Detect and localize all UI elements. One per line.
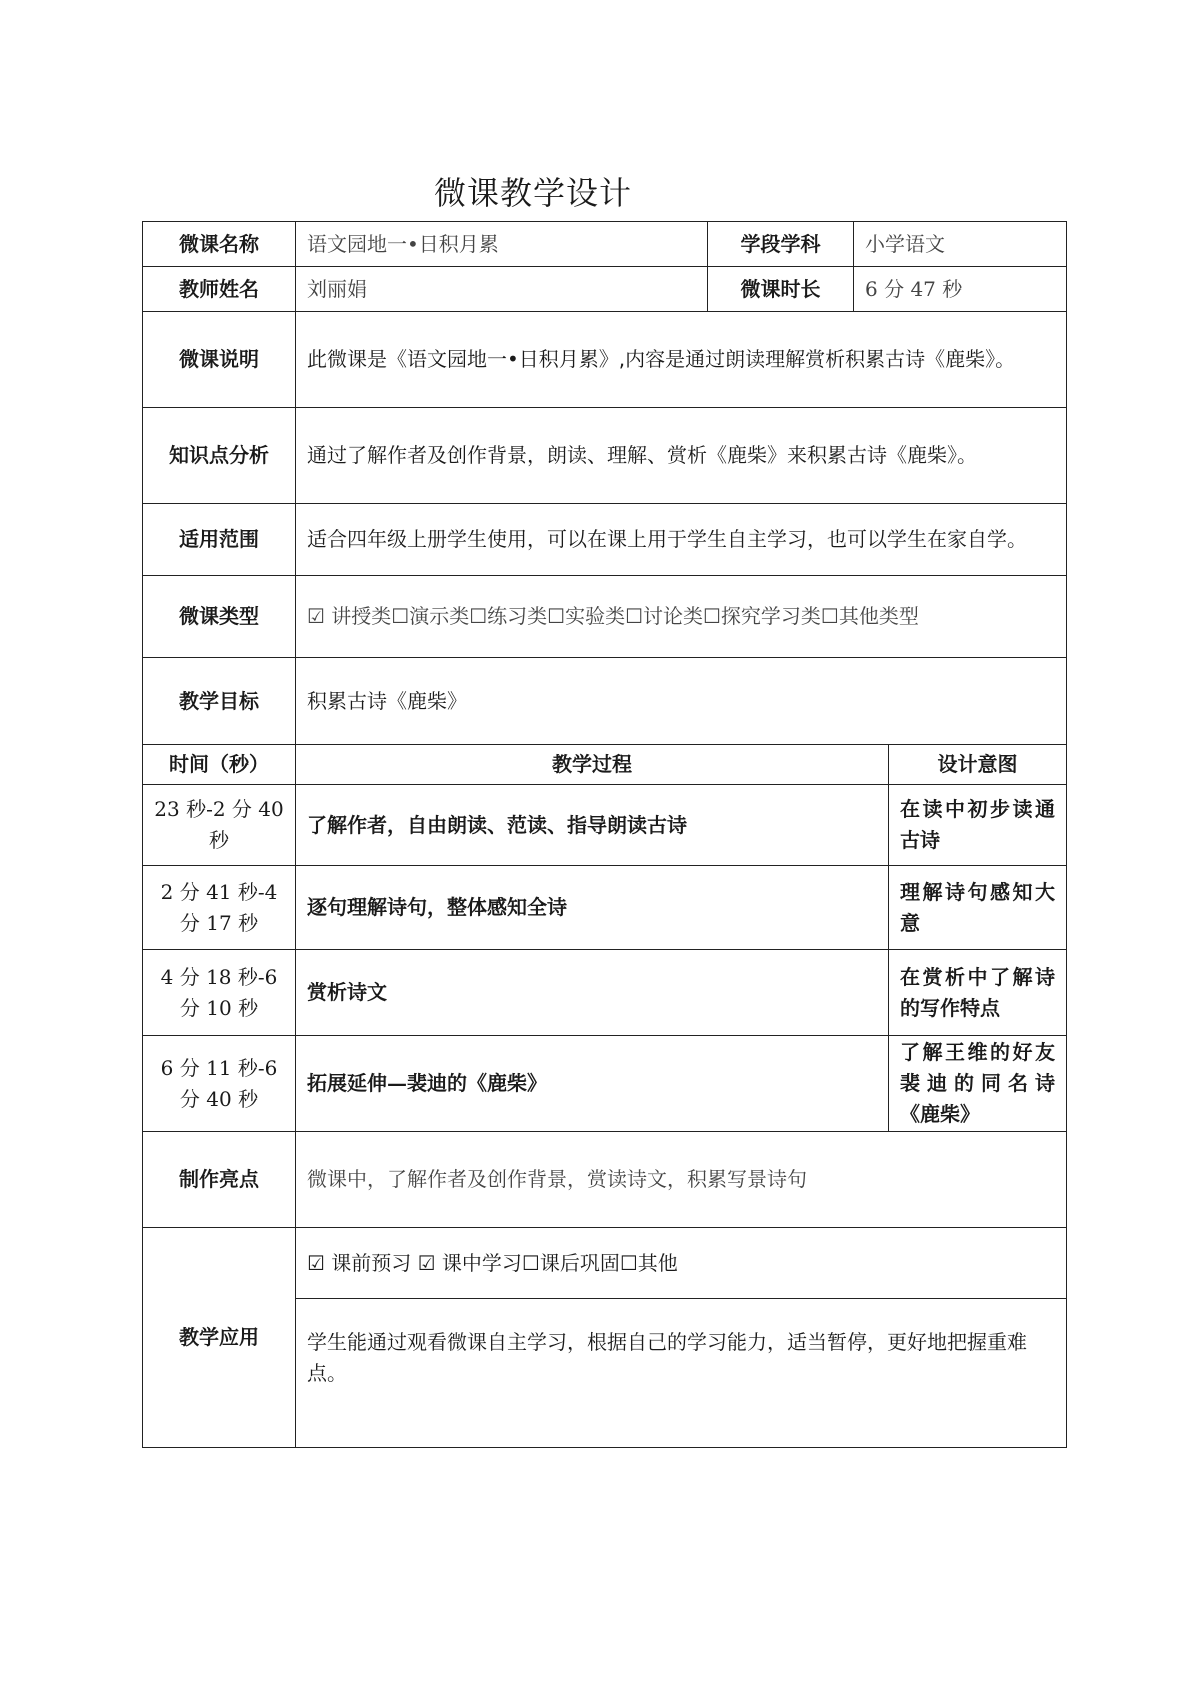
goal-text: 积累古诗《鹿柴》	[296, 658, 1067, 745]
process-step: 赏析诗文	[296, 950, 889, 1036]
description-text: 此微课是《语文园地一•日积月累》,内容是通过朗读理解赏析积累古诗《鹿柴》。	[296, 312, 1067, 408]
knowledge-text: 通过了解作者及创作背景，朗读、理解、赏析《鹿柴》来积累古诗《鹿柴》。	[296, 408, 1067, 504]
duration-label: 微课时长	[708, 267, 854, 312]
row-description	[143, 312, 1067, 408]
process-row	[143, 1036, 1067, 1132]
process-intent: 在读中初步读通古诗	[889, 785, 1067, 866]
process-step: 了解作者，自由朗读、范读、指导朗读古诗	[296, 785, 889, 866]
process-step: 逐句理解诗句，整体感知全诗	[296, 866, 889, 950]
process-row	[143, 785, 1067, 866]
duration-value: 6 分 47 秒	[854, 267, 1067, 312]
scope-label: 适用范围	[143, 504, 296, 576]
time-header: 时间（秒）	[143, 745, 296, 785]
teacher-value: 刘丽娟	[296, 267, 708, 312]
course-name-value: 语文园地一•日积月累	[296, 222, 708, 267]
application-label: 教学应用	[143, 1228, 296, 1448]
application-options: ☑ 课前预习 ☑ 课中学习☐课后巩固☐其他	[296, 1228, 1067, 1299]
course-name-label: 微课名称	[143, 222, 296, 267]
subject-label: 学段学科	[708, 222, 854, 267]
process-row	[143, 950, 1067, 1036]
row-course-name	[143, 222, 1067, 267]
highlight-label: 制作亮点	[143, 1132, 296, 1228]
row-goal	[143, 658, 1067, 745]
knowledge-label: 知识点分析	[143, 408, 296, 504]
highlight-text: 微课中，了解作者及创作背景，赏读诗文，积累写景诗句	[296, 1132, 1067, 1228]
row-type	[143, 576, 1067, 658]
process-time: 6 分 11 秒-6 分 40 秒	[143, 1036, 296, 1132]
process-time: 2 分 41 秒-4 分 17 秒	[143, 866, 296, 950]
page-title: 微课教学设计	[433, 174, 632, 212]
row-scope	[143, 504, 1067, 576]
process-header-row	[143, 745, 1067, 785]
process-time: 23 秒-2 分 40 秒	[143, 785, 296, 866]
process-time: 4 分 18 秒-6 分 10 秒	[143, 950, 296, 1036]
lesson-design-table	[142, 221, 1067, 1448]
row-application-options	[143, 1228, 1067, 1299]
row-knowledge	[143, 408, 1067, 504]
type-label: 微课类型	[143, 576, 296, 658]
teacher-label: 教师姓名	[143, 267, 296, 312]
description-label: 微课说明	[143, 312, 296, 408]
application-text: 学生能通过观看微课自主学习，根据自己的学习能力，适当暂停，更好地把握重难点。	[296, 1299, 1067, 1448]
row-teacher	[143, 267, 1067, 312]
row-highlight	[143, 1132, 1067, 1228]
process-intent: 在赏析中了解诗的写作特点	[889, 950, 1067, 1036]
intent-header: 设计意图	[889, 745, 1067, 785]
process-intent: 理解诗句感知大意	[889, 866, 1067, 950]
goal-label: 教学目标	[143, 658, 296, 745]
process-header: 教学过程	[296, 745, 889, 785]
process-row	[143, 866, 1067, 950]
process-step: 拓展延伸—裴迪的《鹿柴》	[296, 1036, 889, 1132]
process-intent: 了解王维的好友裴迪的同名诗《鹿柴》	[889, 1036, 1067, 1132]
subject-value: 小学语文	[854, 222, 1067, 267]
scope-text: 适合四年级上册学生使用，可以在课上用于学生自主学习，也可以学生在家自学。	[296, 504, 1067, 576]
type-options: ☑ 讲授类☐演示类☐练习类☐实验类☐讨论类☐探究学习类☐其他类型	[296, 576, 1067, 658]
